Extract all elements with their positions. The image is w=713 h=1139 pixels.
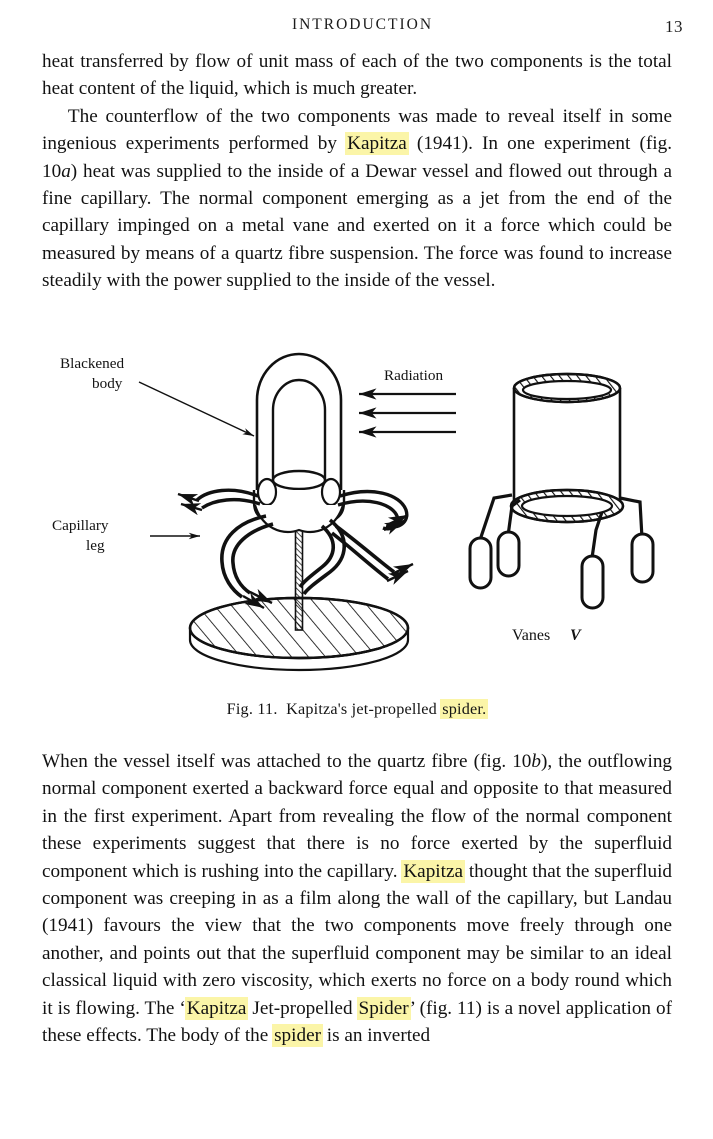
highlight-kapitza: Kapitza xyxy=(347,133,407,155)
body-text-top xyxy=(42,48,672,295)
page-number: 13 xyxy=(665,17,683,36)
highlight-kapitza: Kapitza xyxy=(403,860,463,882)
highlight-kapitza: Kapitza xyxy=(186,997,247,1019)
paragraph-counterflow xyxy=(42,103,672,295)
text-run: The counterflow of the two components was made to reveal itself in some ingenious experiments performed by xyxy=(42,105,672,155)
blackened-body-cylinder xyxy=(273,380,325,489)
highlight-spider-caption: spider. xyxy=(442,700,487,718)
text-run: ) heat was supplied to the inside of a Dewar vessel and flowed out through a fine capillary. The normal component emerging as a jet from the end of the capillary impinged on a metal vane and exerted on it a force which could be measured by means of a quartz fibre suspension. The force was found to increase steadily with the power supplied to the inside of the vessel. xyxy=(42,160,672,292)
text-run: (1941). In one experiment (fig. 10 xyxy=(42,133,672,182)
caption-text: Kapitza's jet-propelled xyxy=(286,700,437,718)
text-run: Jet-propelled xyxy=(247,997,358,1019)
label-blackened-body-line1: Blackened xyxy=(60,355,125,372)
figure-ref-italic: a xyxy=(61,160,71,182)
text-run: is an inverted xyxy=(321,1025,431,1047)
vane-paddles xyxy=(470,532,653,608)
text-run: When the vessel itself was attached to the quartz fibre (fig. 10 xyxy=(42,751,532,772)
running-head-title: INTRODUCTION xyxy=(291,16,434,33)
text-run: thought that the superfluid component was creeping in as a film along the wall of the capillary, but Landau (1941) favours the view that the two components move freely through one another, and points out that the superfluid component may be similar to an ideal classical liquid with zero viscosity, which exerts no force on a body round which it is flowing. The ‘ xyxy=(42,860,672,1019)
highlight-spider: Spider xyxy=(358,997,409,1019)
label-radiation: Radiation xyxy=(384,367,444,384)
label-capillary-leg-line1: Capillary xyxy=(52,517,109,534)
figure-ref-italic: b xyxy=(531,751,541,772)
paragraph-continuation: heat transferred by flow of unit mass of each of the two components is the total heat content of the liquid, which is much greater. xyxy=(42,51,672,100)
figure-caption xyxy=(42,700,672,719)
paragraph-vessel-attached xyxy=(42,748,672,1049)
label-leader-lines xyxy=(139,382,254,536)
label-capillary-leg-line2: leg xyxy=(86,537,105,554)
radiation-arrows xyxy=(359,394,456,432)
label-blackened-body-line2: body xyxy=(92,375,123,392)
caption-figure-number: Fig. 11. xyxy=(226,700,278,718)
label-vanes: Vanes xyxy=(512,627,551,644)
spider-apparatus xyxy=(52,354,456,670)
text-run: ’ (fig. 11) is a novel application of these effects. The body of the xyxy=(42,997,672,1047)
text-run: ), the outflowing normal component exerted a backward force equal and opposite to that measured in the first experiment. Apart from revealing the flow of the normal component these experiments suggest that there is no force exerted by the superfluid component which is rushing into the capillary. xyxy=(42,751,673,882)
body-text-bottom xyxy=(42,748,672,1049)
highlight-spider: spider xyxy=(274,1025,321,1047)
vanes-detail xyxy=(470,374,653,644)
figure-11-illustration xyxy=(42,340,672,730)
label-vanes-symbol: V xyxy=(570,627,581,644)
running-head xyxy=(40,16,685,42)
